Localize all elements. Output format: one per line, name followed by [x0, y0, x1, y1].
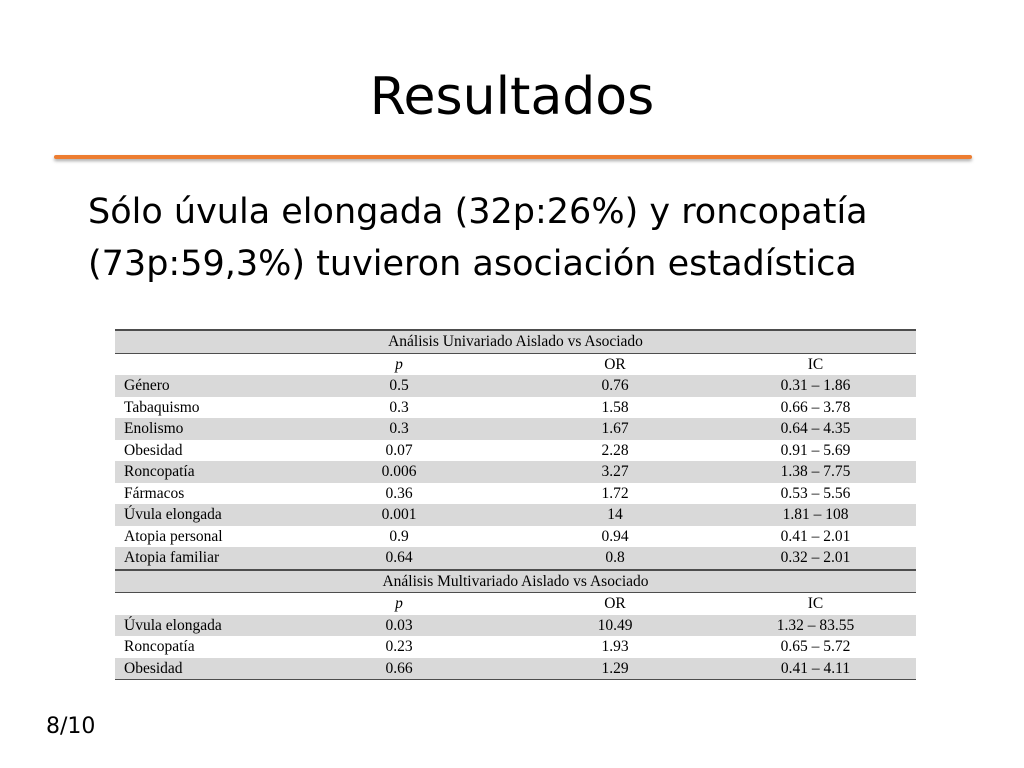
row-p-value: 0.006	[283, 461, 515, 483]
table-row	[115, 418, 916, 440]
subtitle-line: Sólo úvula elongada (32p:26%) y roncopatía	[88, 192, 868, 232]
row-label: Tabaquismo	[115, 397, 283, 419]
row-p-value: 0.001	[283, 504, 515, 526]
row-odds-ratio: 1.29	[515, 658, 715, 680]
row-label: Obesidad	[115, 658, 283, 680]
univariate-section	[115, 330, 916, 570]
table-row	[115, 615, 916, 637]
row-confidence-interval: 0.65 – 5.72	[715, 636, 916, 658]
table-row	[115, 547, 916, 570]
table-row	[115, 483, 916, 505]
row-odds-ratio: 0.94	[515, 526, 715, 548]
row-odds-ratio: 1.93	[515, 636, 715, 658]
column-header-row	[115, 353, 916, 375]
row-odds-ratio: 1.67	[515, 418, 715, 440]
row-odds-ratio: 10.49	[515, 615, 715, 637]
row-p-value: 0.36	[283, 483, 515, 505]
column-header-or: OR	[515, 353, 715, 375]
row-label: Fármacos	[115, 483, 283, 505]
row-confidence-interval: 0.53 – 5.56	[715, 483, 916, 505]
row-odds-ratio: 3.27	[515, 461, 715, 483]
column-header-ic: IC	[715, 593, 916, 615]
multivariate-heading-row	[115, 570, 916, 593]
column-header-label	[115, 353, 283, 375]
row-odds-ratio: 14	[515, 504, 715, 526]
row-p-value: 0.3	[283, 418, 515, 440]
row-label: Atopia familiar	[115, 547, 283, 570]
row-confidence-interval: 1.38 – 7.75	[715, 461, 916, 483]
row-confidence-interval: 1.81 – 108	[715, 504, 916, 526]
column-header-or: OR	[515, 593, 715, 615]
column-header-p: p	[283, 593, 515, 615]
row-odds-ratio: 1.58	[515, 397, 715, 419]
multivariate-heading: Análisis Multivariado Aislado vs Asociado	[115, 570, 916, 593]
results-table	[115, 329, 916, 680]
table-row	[115, 658, 916, 680]
univariate-heading-row	[115, 330, 916, 353]
row-confidence-interval: 0.91 – 5.69	[715, 440, 916, 462]
row-p-value: 0.64	[283, 547, 515, 570]
row-odds-ratio: 2.28	[515, 440, 715, 462]
row-p-value: 0.5	[283, 375, 515, 397]
table-row	[115, 397, 916, 419]
row-confidence-interval: 0.31 – 1.86	[715, 375, 916, 397]
row-label: Úvula elongada	[115, 504, 283, 526]
row-confidence-interval: 1.32 – 83.55	[715, 615, 916, 637]
title-divider	[54, 155, 972, 159]
row-confidence-interval: 0.41 – 4.11	[715, 658, 916, 680]
row-label: Roncopatía	[115, 636, 283, 658]
row-confidence-interval: 0.66 – 3.78	[715, 397, 916, 419]
slide-subtitle	[88, 186, 968, 290]
page-number: 8/10	[46, 714, 96, 739]
row-confidence-interval: 0.64 – 4.35	[715, 418, 916, 440]
table-row	[115, 504, 916, 526]
row-p-value: 0.23	[283, 636, 515, 658]
row-label: Género	[115, 375, 283, 397]
table-row	[115, 440, 916, 462]
row-label: Enolismo	[115, 418, 283, 440]
table-row	[115, 526, 916, 548]
row-odds-ratio: 1.72	[515, 483, 715, 505]
table-row	[115, 375, 916, 397]
row-p-value: 0.03	[283, 615, 515, 637]
column-header-p: p	[283, 353, 515, 375]
row-p-value: 0.66	[283, 658, 515, 680]
row-label: Atopia personal	[115, 526, 283, 548]
row-label: Obesidad	[115, 440, 283, 462]
column-header-label	[115, 593, 283, 615]
row-odds-ratio: 0.76	[515, 375, 715, 397]
row-confidence-interval: 0.32 – 2.01	[715, 547, 916, 570]
row-label: Úvula elongada	[115, 615, 283, 637]
univariate-heading: Análisis Univariado Aislado vs Asociado	[115, 330, 916, 353]
row-odds-ratio: 0.8	[515, 547, 715, 570]
row-p-value: 0.9	[283, 526, 515, 548]
row-p-value: 0.3	[283, 397, 515, 419]
table-row	[115, 636, 916, 658]
subtitle-line: (73p:59,3%) tuvieron asociación estadística	[88, 244, 857, 284]
column-header-ic: IC	[715, 353, 916, 375]
column-header-row	[115, 593, 916, 615]
multivariate-section	[115, 570, 916, 680]
slide-title: Resultados	[369, 67, 655, 127]
row-p-value: 0.07	[283, 440, 515, 462]
table-row	[115, 461, 916, 483]
row-confidence-interval: 0.41 – 2.01	[715, 526, 916, 548]
row-label: Roncopatía	[115, 461, 283, 483]
